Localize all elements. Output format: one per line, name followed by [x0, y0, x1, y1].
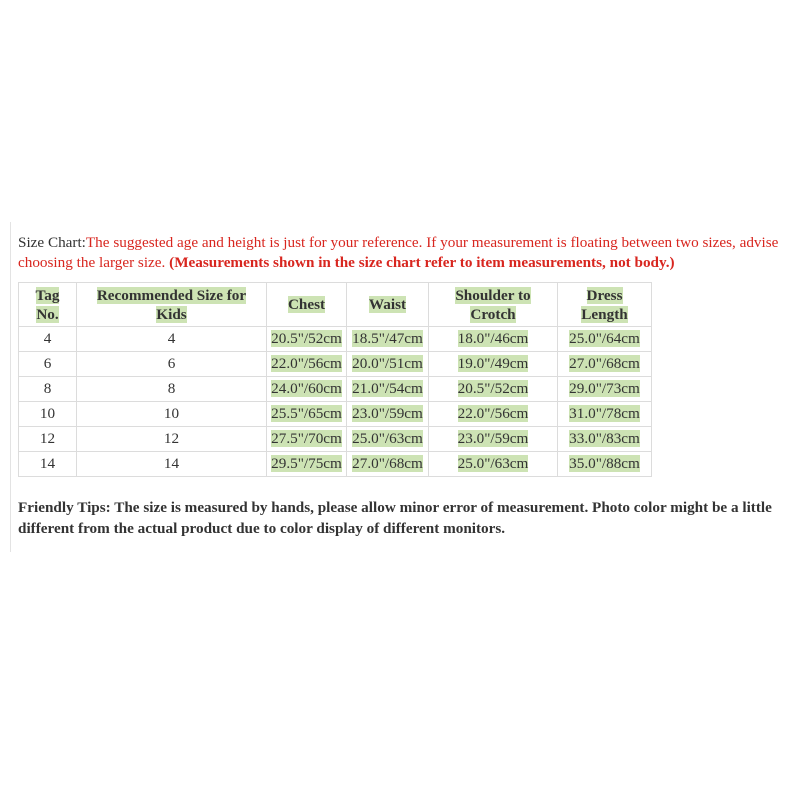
table-cell: [558, 377, 652, 402]
column-header-text: Length: [581, 305, 628, 323]
table-cell: [429, 427, 558, 452]
cell-value: 12: [39, 430, 56, 447]
table-cell: [267, 327, 347, 352]
table-cell: [558, 402, 652, 427]
table-row: [19, 452, 652, 477]
cell-value: 4: [167, 330, 176, 347]
table-cell: [558, 327, 652, 352]
table-cell: [267, 377, 347, 402]
cell-value: 10: [163, 405, 180, 422]
cell-value: 14: [39, 455, 56, 472]
cell-value: 22.0"/56cm: [271, 355, 342, 372]
table-cell: [347, 452, 429, 477]
table-cell: [19, 427, 77, 452]
column-header-text: Dress: [586, 286, 623, 304]
column-header: [347, 283, 429, 327]
table-cell: [347, 427, 429, 452]
table-row: [19, 427, 652, 452]
table-cell: [429, 452, 558, 477]
table-cell: [347, 327, 429, 352]
cell-value: 25.0"/64cm: [569, 330, 640, 347]
cell-value: 23.0"/59cm: [352, 405, 423, 422]
column-header-text: Waist: [368, 296, 407, 313]
table-cell: [347, 352, 429, 377]
column-header-text: Shoulder to: [455, 286, 531, 304]
table-cell: [558, 352, 652, 377]
table-cell: [347, 377, 429, 402]
measurement-note: (Measurements shown in the size chart refer to item measurements, not body.): [169, 254, 675, 271]
cell-value: 35.0"/88cm: [569, 455, 640, 472]
cell-value: 24.0"/60cm: [271, 380, 342, 397]
cell-value: 31.0"/78cm: [569, 405, 640, 422]
table-row: [19, 327, 652, 352]
cell-value: 22.0"/56cm: [457, 405, 529, 422]
table-cell: [429, 377, 558, 402]
table-cell: [429, 327, 558, 352]
cell-value: 29.0"/73cm: [569, 380, 640, 397]
cell-value: 4: [43, 330, 52, 347]
cell-value: 8: [167, 380, 176, 397]
cell-value: 20.5"/52cm: [457, 380, 529, 397]
cell-value: 12: [163, 430, 180, 447]
column-header: [19, 283, 77, 327]
cell-value: 14: [163, 455, 180, 472]
size-chart-label: Size Chart:: [18, 234, 86, 251]
column-header-text: Recommended Size for: [96, 286, 247, 304]
cell-value: 25.0"/63cm: [352, 430, 423, 447]
reference-note: The suggested age and height is just for your reference. If your measurement is floating between two sizes, advise choosing the larger size.: [18, 234, 779, 271]
table-cell: [429, 402, 558, 427]
table-cell: [558, 427, 652, 452]
cell-value: 10: [39, 405, 56, 422]
column-header-text: Chest: [287, 296, 326, 313]
table-cell: [77, 452, 267, 477]
column-header: [267, 283, 347, 327]
table-cell: [267, 427, 347, 452]
table-cell: [267, 352, 347, 377]
cell-value: 27.0"/68cm: [569, 355, 640, 372]
table-cell: [77, 427, 267, 452]
table-row: [19, 402, 652, 427]
size-chart-intro: [18, 233, 796, 273]
column-header-text: Crotch: [470, 305, 516, 323]
table-cell: [267, 452, 347, 477]
size-chart-table: [18, 282, 652, 477]
cell-value: 6: [167, 355, 176, 372]
left-divider: [10, 222, 11, 552]
table-row: [19, 377, 652, 402]
column-header-text: No.: [36, 305, 59, 323]
cell-value: 25.0"/63cm: [457, 455, 529, 472]
cell-value: 23.0"/59cm: [457, 430, 529, 447]
cell-value: 33.0"/83cm: [569, 430, 640, 447]
cell-value: 21.0"/54cm: [352, 380, 423, 397]
cell-value: 19.0"/49cm: [457, 355, 529, 372]
cell-value: 6: [43, 355, 52, 372]
table-cell: [558, 452, 652, 477]
table-cell: [19, 327, 77, 352]
table-cell: [429, 352, 558, 377]
table-cell: [77, 402, 267, 427]
cell-value: 18.0"/46cm: [457, 330, 529, 347]
table-cell: [77, 352, 267, 377]
table-cell: [19, 452, 77, 477]
table-body: [19, 327, 652, 477]
cell-value: 29.5"/75cm: [271, 455, 342, 472]
table-cell: [19, 402, 77, 427]
table-row: [19, 352, 652, 377]
cell-value: 20.0"/51cm: [352, 355, 423, 372]
table-cell: [19, 352, 77, 377]
cell-value: 27.5"/70cm: [271, 430, 342, 447]
cell-value: 25.5"/65cm: [271, 405, 342, 422]
column-header-text: Kids: [156, 305, 187, 323]
column-header: [429, 283, 558, 327]
cell-value: 8: [43, 380, 52, 397]
friendly-tips: Friendly Tips: The size is measured by hands, please allow minor error of measurement. Photo color might be a little different from the actual product due to color display of different monitors.: [18, 499, 772, 537]
cell-value: 27.0"/68cm: [352, 455, 423, 472]
table-cell: [77, 377, 267, 402]
table-cell: [19, 377, 77, 402]
table-header-row: [19, 283, 652, 327]
table-cell: [77, 327, 267, 352]
table-cell: [347, 402, 429, 427]
column-header: [77, 283, 267, 327]
column-header-text: Tag: [35, 286, 60, 304]
cell-value: 18.5"/47cm: [352, 330, 423, 347]
column-header: [558, 283, 652, 327]
cell-value: 20.5"/52cm: [271, 330, 342, 347]
table-cell: [267, 402, 347, 427]
